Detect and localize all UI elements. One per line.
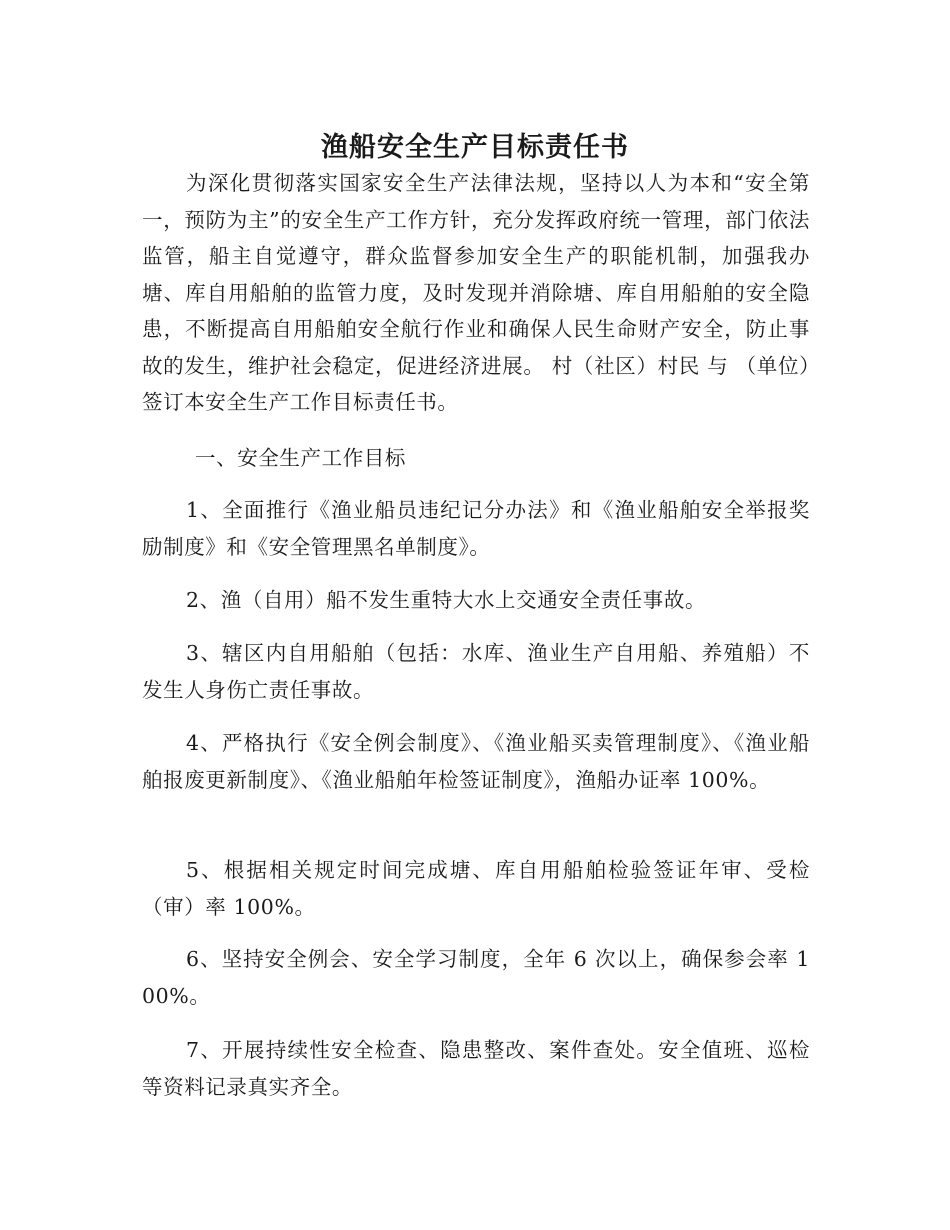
goal-item-2: 2、渔（自用）船不发生重特大水上交通安全责任事故。 — [186, 588, 707, 612]
goal-item-5: 5、根据相关规定时间完成塘、库自用船舶检验签证年审、受检（审）率 100%。 — [142, 858, 810, 919]
document-title: 渔船安全生产目标责任书 — [321, 132, 629, 164]
goal-item-3: 3、辖区内自用船舶（包括：水库、渔业生产自用船、养殖船）不发生人身伤亡责任事故。 — [142, 641, 810, 702]
goal-item-4: 4、严格执行《安全例会制度》、《渔业船买卖管理制度》、《渔业船舶报废更新制度》、《渔业船舶年检签证制度》，渔船办证率 100%。 — [142, 731, 810, 792]
goal-item-7: 7、开展持续性安全检查、隐患整改、案件查处。安全值班、巡检等资料记录真实齐全。 — [142, 1038, 810, 1099]
goal-item-6: 6、坚持安全例会、安全学习制度，全年 6 次以上，确保参会率 100%。 — [142, 947, 810, 1008]
goal-item-1: 1、全面推行《渔业船员违纪记分办法》和《渔业船舶安全举报奖励制度》和《安全管理黑名单制度》。 — [142, 498, 810, 559]
intro-paragraph: 为深化贯彻落实国家安全生产法律法规，坚持以人为本和“安全第一，预防为主”的安全生产工作方针，充分发挥政府统一管理，部门依法监管，船主自觉遵守，群众监督参加安全生产的职能机制，加强我办塘、库自用船舶的监管力度，及时发现并消除塘、库自用船舶的安全隐患，不断提高自用船舶安全航行作业和确保人民生命财产安全，防止事故的发生，维护社会稳定，促进经济进展。 村（社区）村民 与 （单位）签订本安全生产工作目标责任书。 — [142, 171, 810, 414]
section-heading: 一、安全生产工作目标 — [195, 446, 406, 470]
